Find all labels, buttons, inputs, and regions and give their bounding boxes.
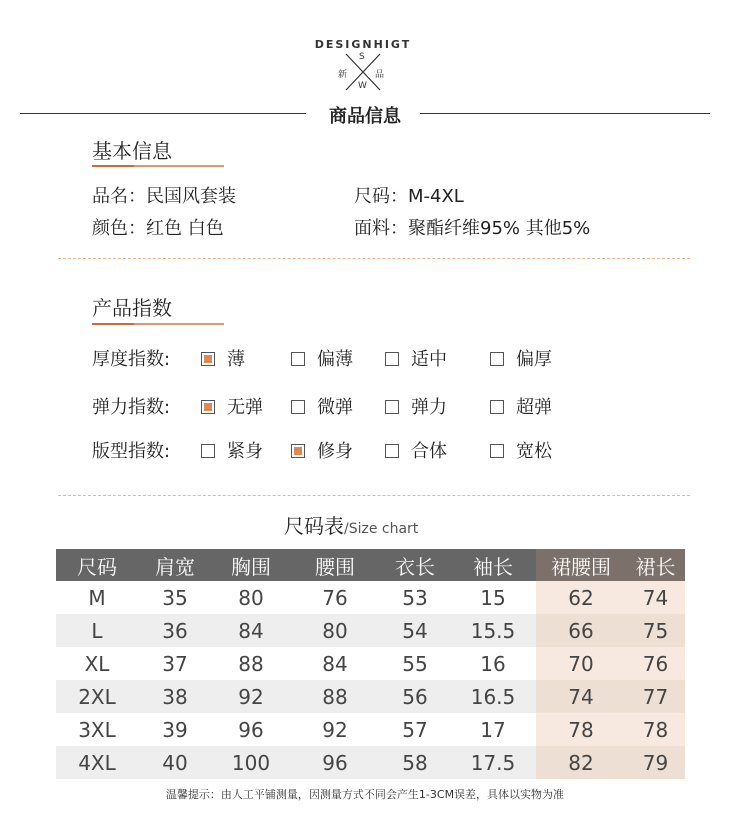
table-row bbox=[56, 746, 685, 779]
index-checkbox[interactable] bbox=[291, 400, 305, 414]
table-row bbox=[56, 713, 685, 746]
index-option-label: 宽松 bbox=[516, 441, 552, 462]
table-cell: 96 bbox=[290, 746, 380, 779]
table-cell: 88 bbox=[238, 651, 264, 676]
index-checkbox[interactable] bbox=[201, 400, 215, 414]
index-option-label: 薄 bbox=[227, 349, 245, 370]
index-option-label: 修身 bbox=[317, 441, 353, 462]
logo-letter-bottom: W bbox=[358, 81, 367, 91]
brand-name: DESIGNHIGT bbox=[314, 38, 412, 51]
table-cell: 57 bbox=[402, 717, 428, 742]
table-cell: M bbox=[88, 585, 106, 610]
table-row bbox=[56, 647, 685, 680]
table-cell: 88 bbox=[290, 680, 380, 713]
index-row-label: 版型指数: bbox=[92, 441, 171, 462]
product-index-title: 产品指数 bbox=[92, 296, 172, 320]
index-checkbox[interactable] bbox=[201, 352, 215, 366]
table-cell: 15 bbox=[480, 585, 506, 610]
table-cell: 62 bbox=[536, 581, 626, 614]
table-cell: 37 bbox=[162, 651, 188, 676]
basic-info-underline bbox=[92, 165, 224, 167]
index-checkbox[interactable] bbox=[201, 444, 215, 458]
table-cell: 40 bbox=[138, 746, 212, 779]
table-cell: 17.5 bbox=[450, 746, 536, 779]
size-table-header-cell: 袖长 bbox=[450, 549, 536, 581]
logo-letter-top: S bbox=[359, 52, 365, 62]
logo-char-left: 新 bbox=[338, 70, 348, 80]
size-range-value: M-4XL bbox=[408, 186, 464, 207]
table-cell: 15.5 bbox=[450, 614, 536, 647]
index-checkbox[interactable] bbox=[291, 444, 305, 458]
table-cell: 54 bbox=[380, 614, 450, 647]
product-index-underline bbox=[92, 323, 224, 325]
table-row bbox=[56, 581, 685, 614]
table-cell: 78 bbox=[536, 713, 626, 746]
index-checkbox[interactable] bbox=[490, 444, 504, 458]
index-row-label: 弹力指数: bbox=[92, 397, 171, 418]
table-cell: 17 bbox=[480, 717, 506, 742]
table-cell: 92 bbox=[322, 717, 348, 742]
size-table-header-cell: 尺码 bbox=[56, 549, 138, 581]
table-cell: 76 bbox=[626, 647, 685, 680]
index-option-label: 无弹 bbox=[227, 397, 263, 418]
table-cell: 96 bbox=[238, 717, 264, 742]
table-cell: 76 bbox=[322, 585, 348, 610]
size-table-header-cell: 肩宽 bbox=[138, 549, 212, 581]
index-checkbox[interactable] bbox=[490, 400, 504, 414]
table-cell: 79 bbox=[626, 746, 685, 779]
table-cell: XL bbox=[84, 651, 110, 676]
table-cell: 2XL bbox=[56, 680, 138, 713]
table-cell: 36 bbox=[138, 614, 212, 647]
index-checkbox[interactable] bbox=[490, 352, 504, 366]
table-cell: 78 bbox=[626, 713, 685, 746]
table-cell: 4XL bbox=[56, 746, 138, 779]
color-label: 颜色： bbox=[92, 218, 146, 239]
index-checkbox[interactable] bbox=[385, 352, 399, 366]
size-chart-title-en: /Size chart bbox=[344, 521, 419, 537]
index-option-label: 偏薄 bbox=[317, 349, 353, 370]
index-option-label: 合体 bbox=[411, 441, 447, 462]
table-cell: 74 bbox=[626, 581, 685, 614]
index-checkbox[interactable] bbox=[385, 444, 399, 458]
color-row bbox=[92, 214, 224, 240]
table-row bbox=[56, 614, 685, 647]
index-option-label: 偏厚 bbox=[516, 349, 552, 370]
table-cell: 84 bbox=[322, 651, 348, 676]
color-value: 红色 白色 bbox=[146, 218, 224, 239]
index-checkbox[interactable] bbox=[291, 352, 305, 366]
table-cell: 70 bbox=[536, 647, 626, 680]
index-option-label: 超弹 bbox=[516, 397, 552, 418]
table-cell: 80 bbox=[238, 585, 264, 610]
index-option-label: 适中 bbox=[411, 349, 447, 370]
index-option-label: 弹力 bbox=[411, 397, 447, 418]
table-cell: 3XL bbox=[78, 717, 116, 742]
fabric-label: 面料： bbox=[354, 218, 408, 239]
table-cell: 35 bbox=[162, 585, 188, 610]
table-cell: L bbox=[56, 614, 138, 647]
table-row bbox=[56, 680, 685, 713]
table-cell: 66 bbox=[536, 614, 626, 647]
size-table-header-cell: 裙长 bbox=[626, 549, 685, 581]
table-cell: 55 bbox=[402, 651, 428, 676]
table-cell: 80 bbox=[290, 614, 380, 647]
size-table-header-cell: 腰围 bbox=[290, 549, 380, 581]
size-range-row bbox=[354, 182, 464, 208]
table-cell: 100 bbox=[212, 746, 290, 779]
product-name-row bbox=[92, 182, 236, 208]
index-row-label: 厚度指数: bbox=[92, 349, 171, 370]
table-cell: 38 bbox=[138, 680, 212, 713]
index-option-label: 微弹 bbox=[317, 397, 353, 418]
table-cell: 53 bbox=[402, 585, 428, 610]
divider-2 bbox=[58, 495, 690, 496]
table-cell: 82 bbox=[536, 746, 626, 779]
product-name-value: 民国风套装 bbox=[146, 186, 236, 207]
table-cell: 39 bbox=[162, 717, 188, 742]
table-cell: 16.5 bbox=[450, 680, 536, 713]
index-checkbox[interactable] bbox=[385, 400, 399, 414]
divider-1 bbox=[58, 258, 690, 259]
table-cell: 75 bbox=[626, 614, 685, 647]
table-cell: 92 bbox=[212, 680, 290, 713]
table-cell: 16 bbox=[480, 651, 506, 676]
table-cell: 74 bbox=[536, 680, 626, 713]
size-chart-title-zh: 尺码表 bbox=[284, 514, 344, 538]
table-cell: 58 bbox=[380, 746, 450, 779]
product-name-label: 品名： bbox=[92, 186, 146, 207]
table-cell: 56 bbox=[380, 680, 450, 713]
size-table bbox=[56, 549, 685, 779]
index-option-label: 紧身 bbox=[227, 441, 263, 462]
fabric-value: 聚酯纤维95% 其他5% bbox=[408, 218, 591, 239]
fabric-row bbox=[354, 214, 590, 240]
size-table-header-cell: 胸围 bbox=[212, 549, 290, 581]
basic-info-title: 基本信息 bbox=[92, 139, 172, 163]
size-table-header bbox=[56, 549, 685, 581]
size-table-header-cell: 衣长 bbox=[380, 549, 450, 581]
measurement-note: 温馨提示：由人工平铺测量，因测量方式不同会产生1-3CM误差，具体以实物为准 bbox=[165, 788, 565, 801]
table-cell: 77 bbox=[626, 680, 685, 713]
size-chart-title bbox=[284, 510, 418, 539]
size-range-label: 尺码： bbox=[354, 186, 408, 207]
table-cell: 84 bbox=[212, 614, 290, 647]
size-table-header-cell: 裙腰围 bbox=[536, 549, 626, 581]
logo-char-right: 品 bbox=[375, 70, 385, 80]
brand-logo bbox=[308, 30, 418, 92]
page-title: 商品信息 bbox=[329, 106, 401, 127]
